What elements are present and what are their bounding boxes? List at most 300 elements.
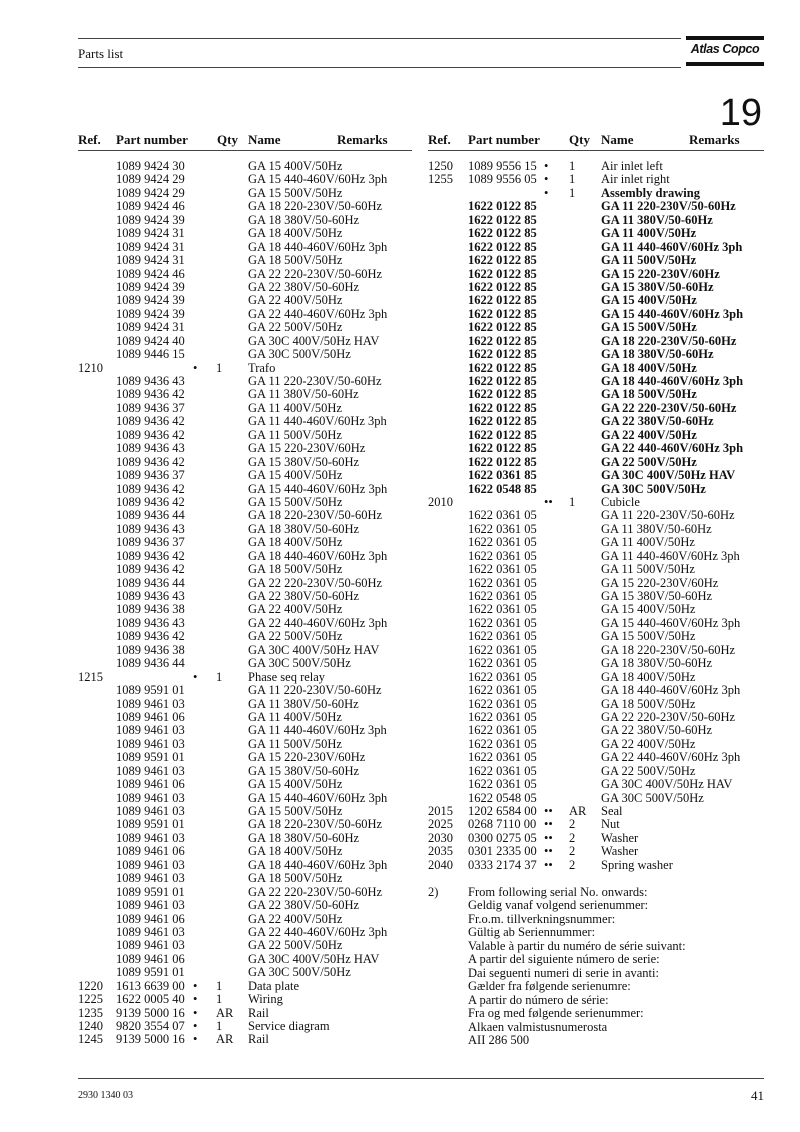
name-cell: GA 30C 500V/50Hz [248, 347, 351, 362]
table-row [78, 738, 412, 751]
section-number: 19 [719, 92, 762, 134]
qty-cell: 1 [216, 360, 223, 375]
table-row [78, 671, 412, 684]
name-cell: GA 11 440-460V/60Hz 3ph [601, 239, 743, 254]
table-row [78, 724, 412, 737]
table-row [78, 953, 412, 966]
table-row [78, 698, 412, 711]
part-number-cell: 1622 0361 05 [468, 656, 537, 671]
part-number-cell: 1089 9424 39 [116, 212, 185, 227]
table-row [78, 536, 412, 549]
table-row [428, 792, 764, 805]
part-number-cell: 1622 0122 85 [468, 320, 537, 335]
part-number-cell: 1089 9424 31 [116, 253, 185, 268]
name-cell: GA 15 220-230V/60Hz [601, 266, 720, 281]
table-row [78, 187, 412, 200]
name-cell: GA 18 380V/50-60Hz [248, 830, 360, 845]
name-cell: GA 22 220-230V/50-60Hz [601, 400, 737, 415]
table-row [428, 603, 764, 616]
name-cell: GA 11 380V/50-60Hz [248, 387, 359, 402]
part-number-cell: 1089 9461 03 [116, 790, 185, 805]
table-row [428, 617, 764, 630]
left-parts-table [78, 160, 412, 1047]
qty-cell: 2 [569, 857, 576, 872]
ref-cell: 1215 [78, 669, 103, 684]
table-row [78, 926, 412, 939]
part-number-cell: 1622 0361 05 [468, 629, 537, 644]
part-number-cell: 0300 0275 05 [468, 830, 537, 845]
table-row [78, 254, 412, 267]
table-row [428, 751, 764, 764]
part-number-cell: 1089 9446 15 [116, 347, 185, 362]
table-row [428, 657, 764, 670]
table-row [428, 496, 764, 509]
name-cell: GA 11 220-230V/50-60Hz [601, 508, 735, 523]
part-number-cell: 1089 9461 03 [116, 830, 185, 845]
page-number: 41 [751, 1088, 764, 1103]
table-row [428, 523, 764, 536]
part-number-cell: 1089 9591 01 [116, 965, 185, 980]
name-cell: GA 22 400V/50Hz [248, 293, 343, 308]
name-cell: GA 15 220-230V/60Hz [248, 441, 366, 456]
right-heading-part-number: Part number [468, 132, 540, 147]
name-cell: GA 22 220-230V/50-60Hz [601, 709, 736, 724]
table-row [78, 792, 412, 805]
name-cell: GA 11 380V/50-60Hz [601, 521, 712, 536]
table-row [78, 281, 412, 294]
ref-cell: 1240 [78, 1019, 103, 1033]
name-cell: GA 15 440-460V/60Hz 3ph [248, 481, 388, 496]
part-number-cell: 1622 0361 05 [468, 615, 537, 630]
table-row [428, 308, 764, 321]
name-cell: GA 15 500V/50Hz [248, 494, 343, 509]
table-row [428, 778, 764, 791]
name-cell: GA 22 440-460V/60Hz 3ph [248, 924, 388, 939]
part-number-cell: 1622 0361 05 [468, 696, 537, 711]
marker-cell: •• [544, 830, 553, 845]
name-cell: GA 15 380V/50-60Hz [601, 279, 714, 294]
name-cell: Phase seq relay [248, 669, 326, 684]
part-number-cell: 1089 9436 43 [116, 441, 185, 456]
part-number-cell: 1089 9436 43 [116, 615, 185, 630]
marker-cell: • [193, 1005, 198, 1020]
name-cell: Cubicle [601, 494, 640, 509]
name-cell: GA 18 380V/50-60Hz [601, 347, 714, 362]
part-number-cell: 1089 9436 37 [116, 400, 185, 415]
part-number-cell: 1622 0548 85 [468, 481, 537, 496]
part-number-cell: 1089 9461 03 [116, 723, 185, 738]
qty-cell: 1 [216, 992, 223, 1007]
table-row [428, 765, 764, 778]
name-cell: GA 22 380V/50-60Hz [248, 898, 360, 913]
table-row [78, 617, 412, 630]
marker-cell: •• [544, 804, 553, 818]
part-number-cell: 1622 0361 05 [468, 548, 537, 563]
qty-cell: 2 [569, 844, 576, 859]
part-number-cell: 1089 9436 37 [116, 468, 185, 483]
part-number-cell: 1089 9436 42 [116, 414, 185, 429]
table-row [78, 523, 412, 536]
name-cell: GA 15 500V/50Hz [601, 320, 697, 335]
part-number-cell: 1089 9424 30 [116, 159, 185, 173]
part-number-cell: 1089 9436 42 [116, 562, 185, 577]
right-heading-rule [428, 150, 764, 151]
part-number-cell: 1089 9461 06 [116, 911, 185, 926]
name-cell: GA 22 400V/50Hz [248, 911, 343, 926]
name-cell: GA 22 380V/50-60Hz [601, 723, 713, 738]
table-row [78, 214, 412, 227]
name-cell: GA 30C 400V/50Hz HAV [248, 333, 380, 348]
table-row [78, 483, 412, 496]
name-cell: GA 15 400V/50Hz [601, 602, 696, 617]
table-row [78, 456, 412, 469]
table-row [78, 200, 412, 213]
table-row [428, 281, 764, 294]
table-row [428, 550, 764, 563]
name-cell: GA 22 220-230V/50-60Hz [248, 884, 383, 899]
part-number-cell: 1089 9436 42 [116, 427, 185, 442]
table-row [78, 173, 412, 186]
marker-cell: •• [544, 817, 553, 832]
part-number-cell: 1089 9461 06 [116, 951, 185, 966]
name-cell: GA 30C 400V/50Hz HAV [248, 642, 380, 657]
table-row [78, 469, 412, 482]
marker-cell: • [193, 1019, 198, 1033]
part-number-cell: 1622 0122 85 [468, 212, 537, 227]
left-heading-part-number: Part number [116, 132, 188, 147]
marker-cell: •• [544, 494, 553, 509]
name-cell: GA 15 440-460V/60Hz 3ph [601, 306, 744, 321]
qty-cell: 1 [569, 185, 576, 200]
part-number-cell: 1622 0122 85 [468, 279, 537, 294]
part-number-cell: 1622 0548 05 [468, 790, 537, 805]
table-row [428, 254, 764, 267]
part-number-cell: 1089 9436 42 [116, 494, 185, 509]
part-number-cell: 1089 9436 42 [116, 454, 185, 469]
name-cell: GA 15 440-460V/60Hz 3ph [601, 615, 741, 630]
document-number: 2930 1340 03 [78, 1090, 133, 1101]
note-line: Fra og med følgende serienummer: [468, 1006, 644, 1021]
part-number-cell: 1622 0122 85 [468, 253, 537, 268]
note-line: Valable à partir du numéro de série suivant: [468, 938, 686, 953]
name-cell: GA 15 380V/50-60Hz [248, 454, 360, 469]
part-number-cell: 1089 9424 39 [116, 306, 185, 321]
name-cell: GA 22 500V/50Hz [248, 938, 343, 953]
table-row [78, 845, 412, 858]
table-row [428, 415, 764, 428]
name-cell: GA 30C 500V/50Hz [248, 965, 351, 980]
name-cell: GA 18 500V/50Hz [248, 253, 343, 268]
table-row [78, 590, 412, 603]
part-number-cell: 1622 0122 85 [468, 387, 537, 402]
ref-cell: 1250 [428, 159, 453, 173]
name-cell: GA 18 400V/50Hz [248, 535, 343, 550]
ref-cell: 1220 [78, 978, 103, 993]
part-number-cell: 1622 0122 85 [468, 293, 537, 308]
name-cell: Wiring [248, 992, 283, 1007]
name-cell: GA 15 400V/50Hz [248, 468, 343, 483]
part-number-cell: 1622 0122 85 [468, 360, 537, 375]
marker-cell: •• [544, 844, 553, 859]
qty-cell: 1 [569, 172, 576, 187]
table-row [428, 563, 764, 576]
table-row [78, 993, 412, 1006]
left-heading-ref: Ref. [78, 132, 101, 147]
name-cell: GA 15 380V/50-60Hz [248, 763, 360, 778]
table-row [428, 724, 764, 737]
part-number-cell: 1622 0361 05 [468, 575, 537, 590]
part-number-cell: 1622 0361 05 [468, 763, 537, 778]
name-cell: Air inlet right [601, 172, 670, 187]
name-cell: GA 18 500V/50Hz [601, 387, 697, 402]
name-cell: GA 11 380V/50-60Hz [601, 212, 713, 227]
table-row [428, 294, 764, 307]
table-row [78, 348, 412, 361]
table-row [428, 429, 764, 442]
table-row [428, 456, 764, 469]
left-heading-name: Name [248, 132, 281, 147]
right-parts-table [428, 160, 764, 872]
table-row [428, 483, 764, 496]
part-number-cell: 1089 9461 03 [116, 696, 185, 711]
name-cell: GA 11 440-460V/60Hz 3ph [248, 414, 387, 429]
ref-cell: 1210 [78, 360, 103, 375]
name-cell: GA 18 220-230V/50-60Hz [248, 508, 383, 523]
qty-cell: AR [569, 804, 587, 818]
part-number-cell: 1089 9461 03 [116, 857, 185, 872]
logo-text: Atlas Copco [690, 42, 760, 56]
table-row [78, 442, 412, 455]
name-cell: GA 15 500V/50Hz [601, 629, 696, 644]
note-line: Fr.o.m. tillverkningsnummer: [468, 911, 616, 926]
ref-cell: 1255 [428, 172, 453, 187]
part-number-cell: 1622 0122 85 [468, 414, 537, 429]
note-line: A partir do número de série: [468, 992, 609, 1007]
qty-cell: 2 [569, 817, 576, 832]
name-cell: Washer [601, 830, 639, 845]
name-cell: Nut [601, 817, 620, 832]
table-row [78, 308, 412, 321]
right-heading-name: Name [601, 132, 634, 147]
part-number-cell: 1622 0122 85 [468, 226, 537, 241]
logo-bottom-bar [686, 62, 764, 66]
name-cell: GA 15 400V/50Hz [248, 159, 343, 173]
name-cell: GA 18 440-460V/60Hz 3ph [248, 548, 388, 563]
atlas-copco-logo [686, 36, 764, 66]
table-row [78, 966, 412, 979]
part-number-cell: 1089 9424 40 [116, 333, 185, 348]
table-row [428, 388, 764, 401]
table-row [78, 1020, 412, 1033]
note-line: From following serial No. onwards: [468, 885, 648, 899]
part-number-cell: 1622 0122 85 [468, 441, 537, 456]
note-line: Gælder fra følgende serienumre: [468, 979, 631, 994]
table-row [78, 294, 412, 307]
part-number-cell: 1089 9556 15 [468, 159, 537, 173]
table-row [428, 630, 764, 643]
part-number-cell: 1089 9424 29 [116, 185, 185, 200]
ref-cell: 2030 [428, 830, 453, 845]
name-cell: Rail [248, 1032, 269, 1047]
part-number-cell: 1089 9461 03 [116, 898, 185, 913]
table-row [428, 227, 764, 240]
part-number-cell: 1089 9424 46 [116, 266, 185, 281]
part-number-cell: 1089 9436 38 [116, 602, 185, 617]
name-cell: GA 18 400V/50Hz [601, 669, 696, 684]
name-cell: Spring washer [601, 857, 673, 872]
part-number-cell: 1622 0122 85 [468, 400, 537, 415]
marker-cell: • [193, 992, 198, 1007]
name-cell: GA 11 220-230V/50-60Hz [248, 374, 382, 388]
table-row [428, 375, 764, 388]
table-row [78, 550, 412, 563]
note-line: Geldig vanaf volgend serienummer: [468, 898, 649, 913]
table-row [428, 832, 764, 845]
table-row [78, 711, 412, 724]
part-number-cell: 1089 9436 42 [116, 387, 185, 402]
part-number-cell: 1089 9461 06 [116, 709, 185, 724]
name-cell: GA 11 400V/50Hz [248, 400, 342, 415]
name-cell: GA 18 440-460V/60Hz 3ph [248, 239, 388, 254]
table-row [78, 563, 412, 576]
part-number-cell: 0268 7110 00 [468, 817, 537, 832]
right-heading-ref: Ref. [428, 132, 451, 147]
page-header-title: Parts list [78, 46, 124, 61]
table-row [78, 429, 412, 442]
part-number-cell: 1089 9424 31 [116, 320, 185, 335]
ref-cell: 1235 [78, 1005, 103, 1020]
name-cell: GA 30C 400V/50Hz HAV [601, 468, 736, 483]
part-number-cell: 1622 0361 05 [468, 602, 537, 617]
table-row [78, 388, 412, 401]
table-row [78, 657, 412, 670]
table-row [428, 442, 764, 455]
part-number-cell: 1622 0361 05 [468, 750, 537, 765]
part-number-cell: 1089 9461 03 [116, 736, 185, 751]
table-row [78, 818, 412, 831]
part-number-cell: 1622 0122 85 [468, 427, 537, 442]
table-row [78, 1033, 412, 1046]
table-row [78, 496, 412, 509]
table-row [428, 644, 764, 657]
table-row [428, 509, 764, 522]
table-row [78, 227, 412, 240]
name-cell: GA 15 220-230V/60Hz [248, 750, 366, 765]
name-cell: GA 18 440-460V/60Hz 3ph [601, 683, 741, 698]
table-row [428, 402, 764, 415]
name-cell: GA 22 440-460V/60Hz 3ph [248, 306, 388, 321]
table-row [428, 321, 764, 334]
name-cell: GA 18 400V/50Hz [601, 360, 697, 375]
note-ref: 2) [428, 885, 439, 899]
table-row [78, 375, 412, 388]
ref-cell: 2040 [428, 857, 453, 872]
name-cell: GA 11 500V/50Hz [248, 736, 342, 751]
part-number-cell: 1622 0361 85 [468, 468, 537, 483]
table-row [428, 335, 764, 348]
name-cell: GA 30C 400V/50Hz HAV [248, 951, 380, 966]
table-row [428, 818, 764, 831]
table-row [428, 160, 764, 173]
table-row [78, 415, 412, 428]
name-cell: GA 18 220-230V/50-60Hz [248, 817, 383, 832]
name-cell: GA 11 500V/50Hz [248, 427, 342, 442]
table-row [78, 644, 412, 657]
table-row [78, 684, 412, 697]
name-cell: GA 15 380V/50-60Hz [601, 589, 713, 603]
part-number-cell: 1622 0122 85 [468, 333, 537, 348]
table-row [78, 859, 412, 872]
name-cell: GA 11 500V/50Hz [601, 253, 697, 268]
table-row [428, 845, 764, 858]
name-cell: GA 22 440-460V/60Hz 3ph [601, 750, 741, 765]
table-row [428, 200, 764, 213]
header-top-rule [78, 38, 681, 39]
part-number-cell: 1622 0122 85 [468, 239, 537, 254]
part-number-cell: 1089 9436 43 [116, 374, 185, 388]
name-cell: Data plate [248, 978, 300, 993]
part-number-cell: 1089 9461 06 [116, 844, 185, 859]
table-row [428, 469, 764, 482]
name-cell: GA 11 400V/50Hz [601, 535, 695, 550]
note-line: A partir del siguiente número de serie: [468, 952, 660, 967]
table-row [428, 173, 764, 186]
table-row [78, 402, 412, 415]
table-row [78, 913, 412, 926]
marker-cell: • [544, 159, 549, 173]
right-heading-remarks: Remarks [689, 132, 740, 147]
name-cell: GA 22 440-460V/60Hz 3ph [248, 615, 388, 630]
table-row [78, 160, 412, 173]
name-cell: GA 22 500V/50Hz [601, 454, 697, 469]
name-cell: GA 18 500V/50Hz [601, 696, 696, 711]
part-number-cell: 1622 0361 05 [468, 535, 537, 550]
marker-cell: • [193, 1032, 198, 1047]
name-cell: GA 18 220-230V/50-60Hz [601, 642, 736, 657]
part-number-cell: 1089 9436 42 [116, 548, 185, 563]
part-number-cell: 1089 9436 38 [116, 642, 185, 657]
name-cell: Trafo [248, 360, 276, 375]
name-cell: GA 30C 400V/50Hz HAV [601, 777, 733, 792]
table-row [428, 590, 764, 603]
table-row [428, 738, 764, 751]
table-row [428, 577, 764, 590]
part-number-cell: 9139 5000 16 [116, 1005, 185, 1020]
table-row [78, 577, 412, 590]
left-heading-qty: Qty [217, 132, 238, 147]
part-number-cell: 1622 0122 85 [468, 347, 537, 362]
name-cell: GA 11 220-230V/50-60Hz [248, 683, 382, 698]
part-number-cell: 1089 9424 39 [116, 279, 185, 294]
marker-cell: • [193, 360, 198, 375]
part-number-cell: 1089 9436 44 [116, 508, 185, 523]
part-number-cell: 1089 9436 43 [116, 521, 185, 536]
name-cell: GA 15 440-460V/60Hz 3ph [248, 790, 388, 805]
table-row [428, 348, 764, 361]
qty-cell: 1 [216, 1019, 223, 1033]
part-number-cell: 1089 9436 44 [116, 575, 185, 590]
name-cell: Air inlet left [601, 159, 663, 173]
part-number-cell: 1089 9556 05 [468, 172, 537, 187]
ref-cell: 2015 [428, 804, 453, 818]
ref-cell: 2025 [428, 817, 453, 832]
name-cell: GA 18 440-460V/60Hz 3ph [601, 374, 744, 388]
part-number-cell: 1089 9591 01 [116, 683, 185, 698]
qty-cell: 1 [569, 159, 576, 173]
part-number-cell: 1089 9436 44 [116, 656, 185, 671]
note-line: Alkaen valmistusnumerosta [468, 1019, 608, 1034]
table-row [78, 509, 412, 522]
